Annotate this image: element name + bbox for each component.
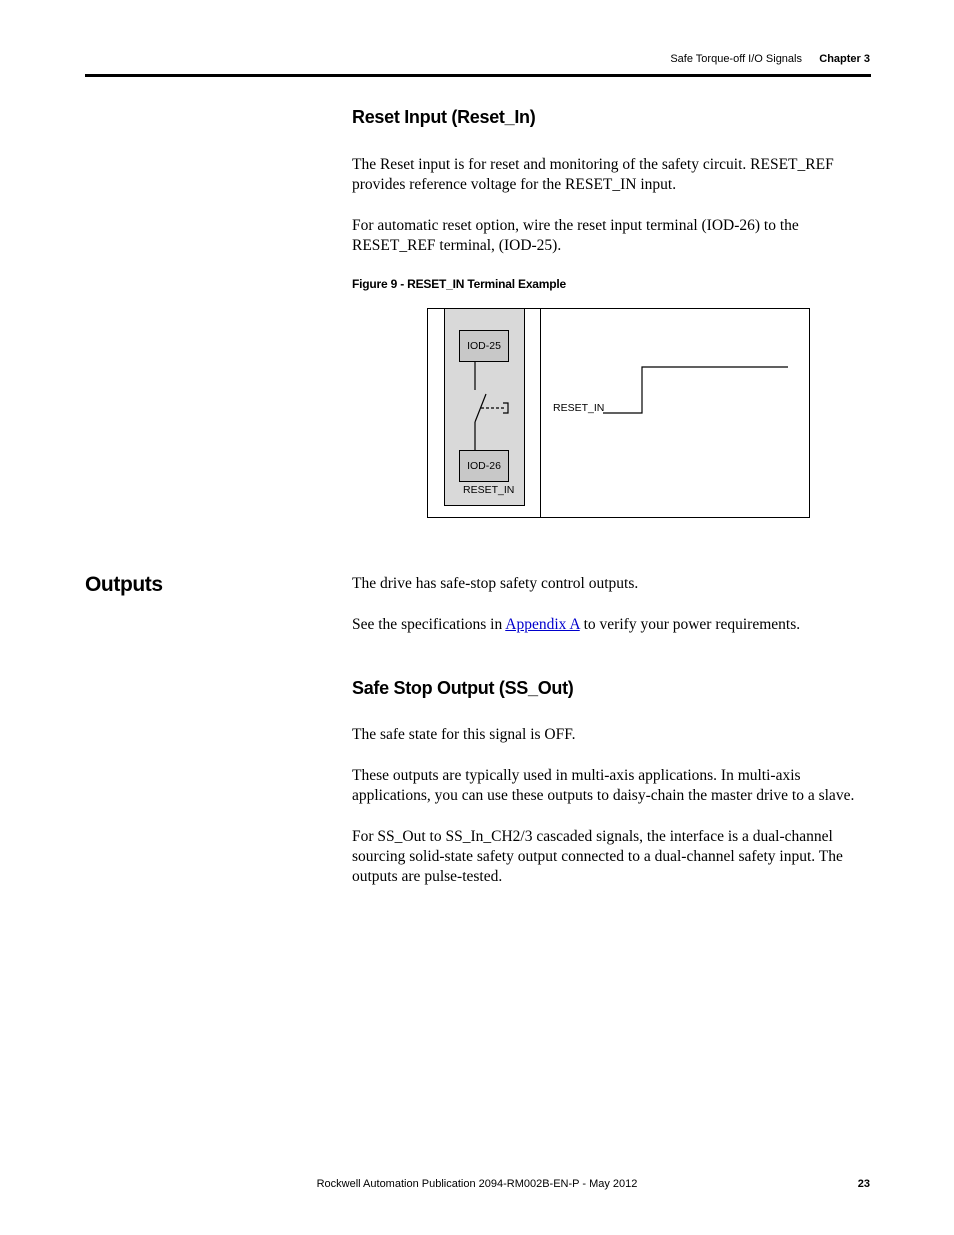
- safe-stop-output-heading: Safe Stop Output (SS_Out): [352, 678, 574, 698]
- switch-blade: [475, 394, 486, 422]
- outputs-paragraph-2-end: to verify your power requirements.: [579, 616, 801, 633]
- outputs-paragraph-2: [352, 615, 872, 635]
- footer-publication: Rockwell Automation Publication 2094-RM002B-EN-P - May 2012: [316, 1178, 638, 1190]
- outputs-paragraph-1: The drive has safe-stop safety control outputs.: [352, 575, 639, 592]
- appendix-a-link[interactable]: Appendix A: [505, 616, 580, 633]
- outputs-paragraph-2-start: See the specifications in: [352, 616, 506, 633]
- reset-input-paragraph-2: For automatic reset option, wire the reset input terminal (IOD-26) to the RESET_REF terminal, (IOD-25).: [352, 217, 799, 254]
- footer-page-number: 23: [857, 1178, 870, 1190]
- terminal-reset-in-label: RESET_IN: [463, 484, 515, 496]
- ss-out-paragraph-2: These outputs are typically used in multi-axis applications. In multi-axis applications, you can use these outputs to daisy-chain the master drive to a slave.: [352, 767, 855, 804]
- figure-caption: Figure 9 - RESET_IN Terminal Example: [352, 277, 566, 291]
- reset-input-paragraph-1: The Reset input is for reset and monitoring of the safety circuit. RESET_REF provides reference voltage for the RESET_IN input.: [352, 156, 834, 193]
- reset-in-waveform: [603, 367, 788, 413]
- ss-out-paragraph-3: For SS_Out to SS_In_CH2/3 cascaded signals, the interface is a dual-channel sourcing solid-state safety output connected to a dual-channel safety input. The outputs are pulse-tested.: [352, 828, 843, 885]
- outputs-heading: Outputs: [85, 573, 163, 596]
- reset-input-heading: Reset Input (Reset_In): [352, 107, 536, 127]
- terminal-iod-26: IOD-26: [459, 450, 509, 482]
- terminal-iod-25: IOD-25: [459, 330, 509, 362]
- header-chapter: Chapter 3: [819, 53, 870, 65]
- signal-reset-in-label: RESET_IN: [553, 402, 605, 414]
- ss-out-paragraph-1: The safe state for this signal is OFF.: [352, 726, 576, 743]
- header-section-title: Safe Torque-off I/O Signals: [670, 53, 802, 65]
